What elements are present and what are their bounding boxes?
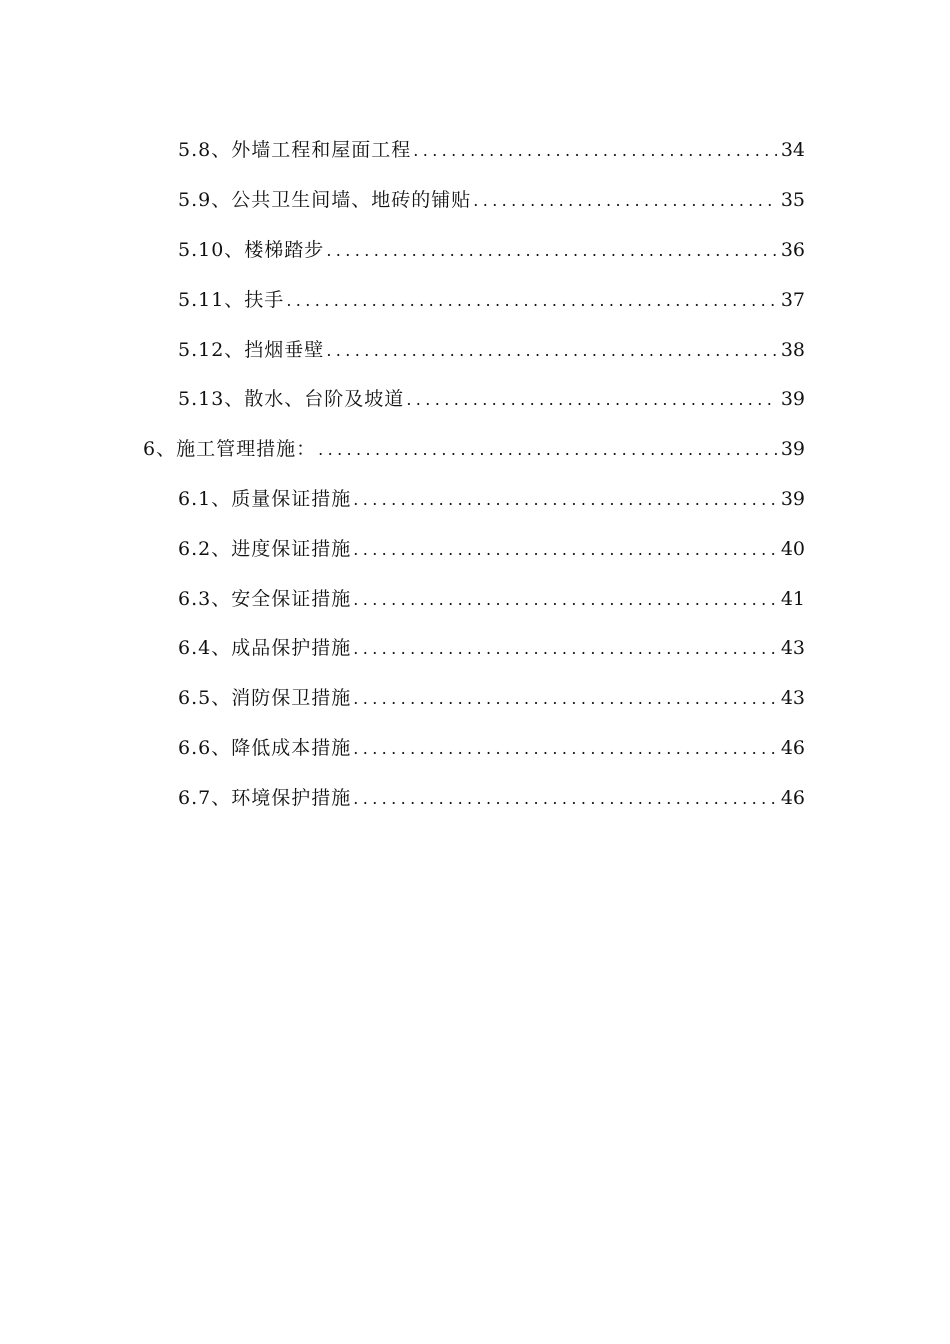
toc-dot-leader [286,293,777,309]
toc-dot-leader [326,343,777,359]
toc-page-number: 46 [780,736,805,759]
toc-entry-title: 6.7、环境保护措施 [178,786,352,809]
toc-page-number: 43 [780,637,805,660]
toc-page-number: 39 [780,388,805,411]
toc-entry-title: 5.11、扶手 [178,288,285,311]
toc-dot-leader [353,741,777,757]
toc-page-number: 39 [780,438,805,461]
toc-entry-title: 5.9、公共卫生间墙、地砖的铺贴 [178,189,472,212]
toc-entry-title: 5.12、挡烟垂壁 [178,338,325,361]
toc-page-number: 35 [780,189,805,212]
toc-dot-leader [473,193,777,209]
toc-entry-5-8[interactable] [0,126,950,176]
toc-dot-leader [353,542,777,558]
toc-entry-title: 6.1、质量保证措施 [178,487,352,510]
toc-page-number: 46 [780,786,805,809]
toc-dot-leader [353,492,777,508]
toc-dot-leader [318,442,777,458]
toc-dot-leader [413,143,777,159]
toc-page-number: 41 [780,587,805,610]
toc-entry-6-5[interactable] [0,674,950,724]
toc-entry-title: 6.5、消防保卫措施 [178,687,352,710]
toc-dot-leader [353,592,777,608]
toc-entry-6-4[interactable] [0,624,950,674]
toc-page-number: 34 [780,139,805,162]
toc-entry-6-6[interactable] [0,724,950,774]
toc-entry-5-11[interactable] [0,275,950,325]
toc-entry-5-13[interactable] [0,375,950,425]
toc-entry-title: 6.3、安全保证措施 [178,587,352,610]
table-of-contents [0,126,950,823]
toc-entry-5-12[interactable] [0,325,950,375]
toc-entry-6-3[interactable] [0,574,950,624]
toc-entry-title: 6.2、进度保证措施 [178,537,352,560]
toc-entry-6-2[interactable] [0,524,950,574]
toc-entry-title: 6.4、成品保护措施 [178,637,352,660]
toc-dot-leader [326,243,777,259]
toc-entry-title: 6.6、降低成本措施 [178,736,352,759]
toc-page-number: 36 [780,238,805,261]
toc-dot-leader [353,691,777,707]
toc-page-number: 43 [780,687,805,710]
toc-dot-leader [353,641,777,657]
toc-entry-6-1[interactable] [0,475,950,525]
toc-page-number: 39 [780,487,805,510]
toc-page-number: 38 [780,338,805,361]
toc-entry-6-7[interactable] [0,773,950,823]
toc-dot-leader [406,392,777,408]
toc-page-number: 40 [780,537,805,560]
toc-entry-5-10[interactable] [0,226,950,276]
toc-entry-title: 5.13、散水、台阶及坡道 [178,388,405,411]
toc-entry-title: 6、施工管理措施： [143,438,317,461]
toc-dot-leader [353,791,777,807]
toc-page-number: 37 [780,288,805,311]
toc-entry-title: 5.10、楼梯踏步 [178,238,325,261]
toc-entry-5-9[interactable] [0,176,950,226]
toc-entry-6[interactable] [0,425,950,475]
toc-entry-title: 5.8、外墙工程和屋面工程 [178,139,412,162]
